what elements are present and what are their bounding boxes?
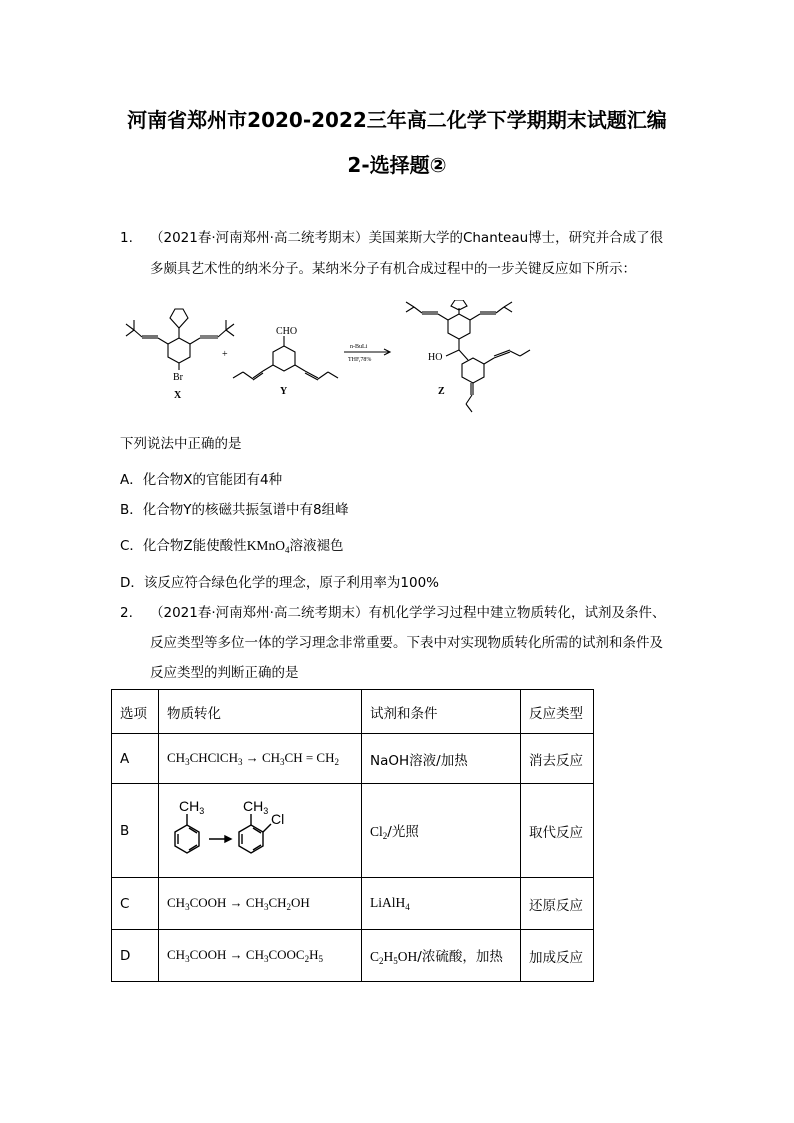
question-1-stem: 下列说法中正确的是 [120,436,242,452]
reaction-scheme [118,300,538,418]
row-b-option: B [112,784,159,878]
question-1-option-d: D．该反应符合绿色化学的理念，原子利用率为100% [120,575,439,591]
option-c-formula: KMnO [246,538,285,553]
cl-label: Cl [271,810,285,827]
atom-br: Br [173,372,183,383]
header-reaction-type: 反应类型 [521,690,594,734]
row-b-type: 取代反应 [521,784,594,878]
option-c-suffix: 溶液褪色 [289,538,344,554]
option-c-prefix: C．化合物Z能使酸性 [120,538,247,554]
reagent-bottom: THF,78% [348,357,372,363]
table-row [112,930,594,982]
row-b-transformation [159,784,362,878]
reagent-top: n-BuLi [350,344,368,350]
header-reagent: 试剂和条件 [362,690,521,734]
question-1-option-c [120,534,343,555]
row-a-type: 消去反应 [521,734,594,784]
ch3-label-right: $CH_3$ [243,797,269,816]
row-c-reagent: LiAlH$_4$ [362,878,521,930]
compound-z-structure [406,300,530,412]
header-transformation: 物质转化 [159,690,362,734]
atom-cho: CHO [276,326,298,337]
row-d-reagent: $C_2H_5OH/$浓硫酸，加热 [362,930,521,982]
question-2-number: 2. [120,605,133,621]
question-1-option-a: A．化合物X的官能团有4种 [120,472,283,488]
row-c-type: 还原反应 [521,878,594,930]
question-2-line-2: 反应类型等多位一体的学习理念非常重要。下表中对实现物质转化所需的试剂和条件及 [150,635,663,651]
table-row [112,784,594,878]
compound-x-structure [126,309,234,370]
row-d-type: 加成反应 [521,930,594,982]
option-c-subscript: 4 [284,545,290,555]
row-a-option: A [112,734,159,784]
row-c-option: C [112,878,159,930]
row-a-transformation: $CH_3CHClCH_3 \to CH_3CH = CH_2$ [159,734,362,784]
label-z: Z [438,386,445,397]
question-2-line-3: 反应类型的判断正确的是 [150,665,299,681]
question-1-number: 1. [120,230,133,246]
question-2-line-1: （2021春·河南郑州·高二统考期末）有机化学学习过程中建立物质转化，试剂及条件、 [150,605,666,621]
question-1-line-1: （2021春·河南郑州·高二统考期末）美国莱斯大学的Chanteau博士，研究并合成了很 [150,230,664,246]
reaction-table [111,689,594,982]
document-title-line2: 2-选择题② [347,153,447,177]
table-header-row [112,690,594,734]
label-y: Y [280,386,288,397]
header-option: 选项 [112,690,159,734]
question-1-option-b: B．化合物Y的核磁共振氢谱中有8组峰 [120,502,349,518]
row-d-option: D [112,930,159,982]
compound-y-structure [233,336,338,380]
table-row [112,878,594,930]
row-d-transformation: $CH_3COOH$ → $CH_3COOC_2H_5$ [159,930,362,982]
document-title-line1: 河南省郑州市2020-2022三年高二化学下学期期末试题汇编 [127,108,667,132]
row-a-reagent: NaOH溶液/加热 [362,734,521,784]
label-x: X [174,390,182,401]
row-b-reagent: $Cl_2/$光照 [362,784,521,878]
toluene-chlorination-structure [167,794,307,864]
plus-sign: + [222,349,228,360]
ch3-label-left: $CH_3$ [179,797,205,816]
atom-ho: HO [428,352,443,363]
table-row [112,734,594,784]
question-1-line-2: 多颇具艺术性的纳米分子。某纳米分子有机合成过程中的一步关键反应如下所示： [150,261,636,277]
row-c-transformation: $CH_3COOH \to CH_3CH_2OH$ [159,878,362,930]
